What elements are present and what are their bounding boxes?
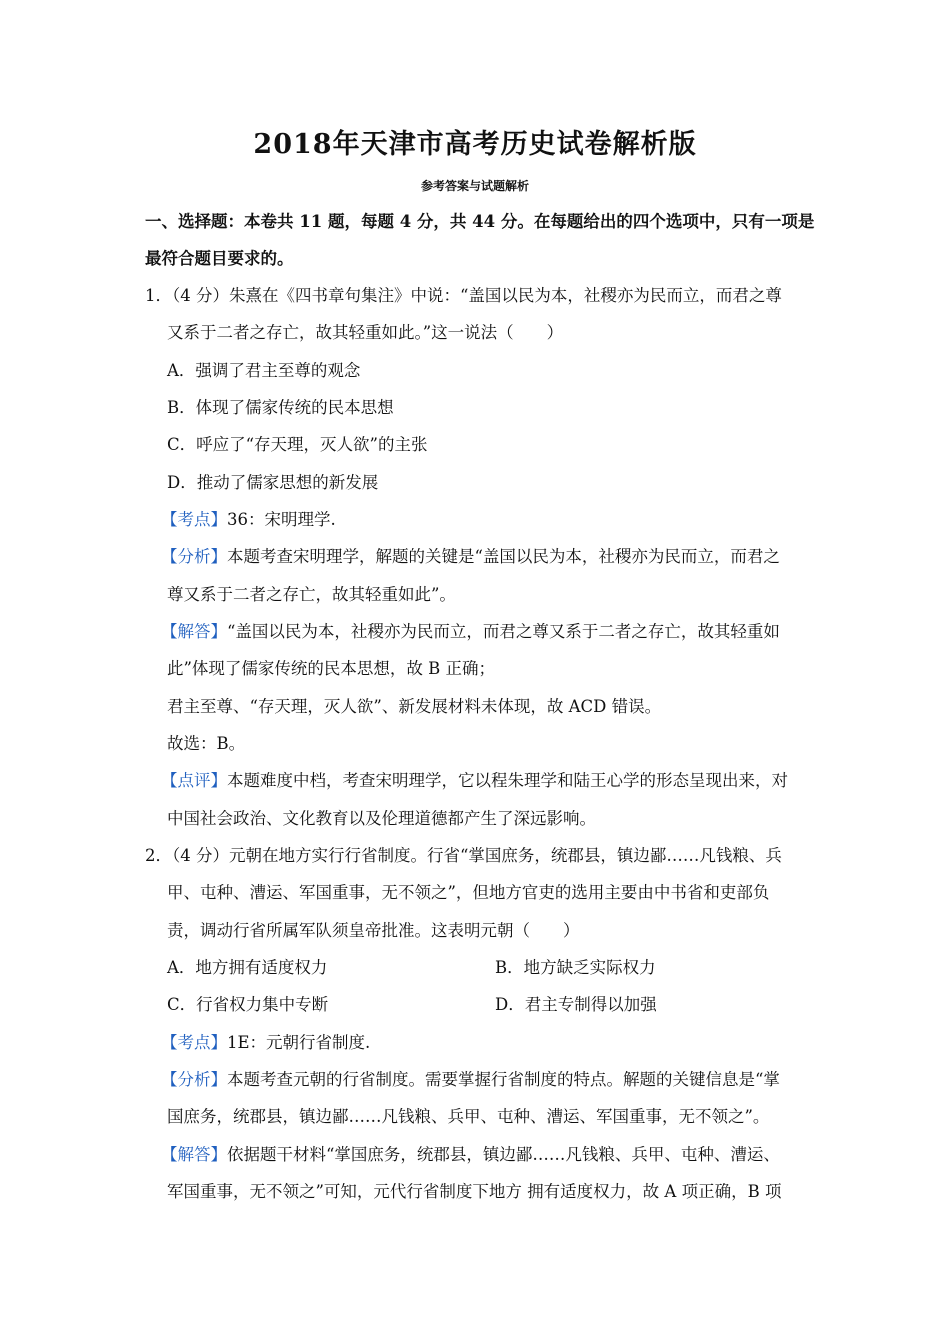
q2-stem-line-3: 责，调动行省所属军队须皇帝批准。这表明元朝（ ） [167, 921, 580, 940]
q1-option-a: A．强调了君主至尊的观念 [167, 361, 361, 380]
q1-stem-line-2: 又系于二者之存亡，故其轻重如此。”这一说法（ ） [167, 323, 564, 342]
q1-jieda-tag: 【解答】 [161, 622, 227, 641]
q1-jieda-line-2: 此”体现了儒家传统的民本思想，故 B 正确； [167, 659, 496, 678]
q2-jieda-line-1 [161, 1144, 780, 1166]
q1-fenxi-tag: 【分析】 [161, 547, 227, 566]
q2-option-d: D．君主专制得以加强 [495, 995, 657, 1014]
q2-stem-line-1: 2．（4 分）元朝在地方实行行省制度。行省“掌国庶务，统郡县，镇边鄙……凡钱粮、兵 [145, 846, 782, 865]
q2-kaodian [161, 1032, 370, 1054]
q2-jieda-line-2: 军国重事，无不领之”可知，元代行省制度下地方 拥有适度权力，故 A 项正确，B 项 [167, 1182, 782, 1201]
q2-option-c: C．行省权力集中专断 [167, 995, 329, 1014]
page-subtitle: 参考答案与试题解析 [420, 179, 529, 193]
q1-jieda-text-1: “盖国以民为本，社稷亦为民而立，而君之尊又系于二者之存亡，故其轻重如 [227, 622, 780, 641]
q2-stem-line-2: 甲、屯种、漕运、军国重事，无不领之”，但地方官吏的选用主要由中书省和吏部负 [167, 883, 770, 902]
q2-kaodian-text: 1E：元朝行省制度. [227, 1033, 371, 1052]
q1-kaodian-text: 36：宋明理学. [227, 510, 336, 529]
q2-kaodian-tag: 【考点】 [161, 1033, 227, 1052]
q2-jieda-text-1: 依据题干材料“掌国庶务，统郡县，镇边鄙……凡钱粮、兵甲、屯种、漕运、 [227, 1145, 780, 1164]
q1-fenxi-line-1 [161, 546, 780, 568]
q1-dianping-text-1: 本题难度中档，考查宋明理学，它以程朱理学和陆王心学的形态呈现出来，对 [227, 771, 788, 790]
q1-dianping-tag: 【点评】 [161, 771, 227, 790]
q2-option-a: A．地方拥有适度权力 [167, 958, 328, 977]
q1-fenxi-line-2: 尊又系于二者之存亡，故其轻重如此”。 [167, 585, 456, 604]
q1-jieda-line-4: 故选：B。 [167, 734, 246, 753]
q2-fenxi-text-1: 本题考查元朝的行省制度。需要掌握行省制度的特点。解题的关键信息是“掌 [227, 1070, 780, 1089]
section-heading-line-2: 最符合题目要求的。 [145, 249, 294, 268]
q1-dianping-line-1 [161, 770, 788, 792]
page-title: 2018年天津市高考历史试卷解析版 [253, 129, 697, 160]
q2-jieda-tag: 【解答】 [161, 1145, 227, 1164]
q1-stem-line-1: 1．（4 分）朱熹在《四书章句集注》中说：“盖国以民为本，社稷亦为民而立，而君之尊 [145, 286, 782, 305]
q1-option-b: B．体现了儒家传统的民本思想 [167, 398, 394, 417]
q1-dianping-line-2: 中国社会政治、文化教育以及伦理道德都产生了深远影响。 [167, 809, 596, 828]
q2-fenxi-tag: 【分析】 [161, 1070, 227, 1089]
q1-fenxi-text-1: 本题考查宋明理学，解题的关键是“盖国以民为本，社稷亦为民而立，而君之 [227, 547, 780, 566]
section-heading-line-1: 一、选择题：本卷共 11 题，每题 4 分，共 44 分。在每题给出的四个选项中，只有一项是 [145, 212, 815, 231]
q2-fenxi-line-1 [161, 1069, 780, 1091]
q1-kaodian-tag: 【考点】 [161, 510, 227, 529]
q1-kaodian [161, 509, 336, 531]
q1-jieda-line-1 [161, 621, 780, 643]
q1-option-c: C．呼应了“存天理，灭人欲”的主张 [167, 435, 428, 454]
q1-option-d: D．推动了儒家思想的新发展 [167, 473, 379, 492]
q2-fenxi-line-2: 国庶务，统郡县，镇边鄙……凡钱粮、兵甲、屯种、漕运、军国重事，无不领之”。 [167, 1107, 770, 1126]
q2-option-b: B．地方缺乏实际权力 [495, 958, 656, 977]
q1-jieda-line-3: 君主至尊、“存天理，灭人欲”、新发展材料未体现，故 ACD 错误。 [167, 697, 662, 716]
